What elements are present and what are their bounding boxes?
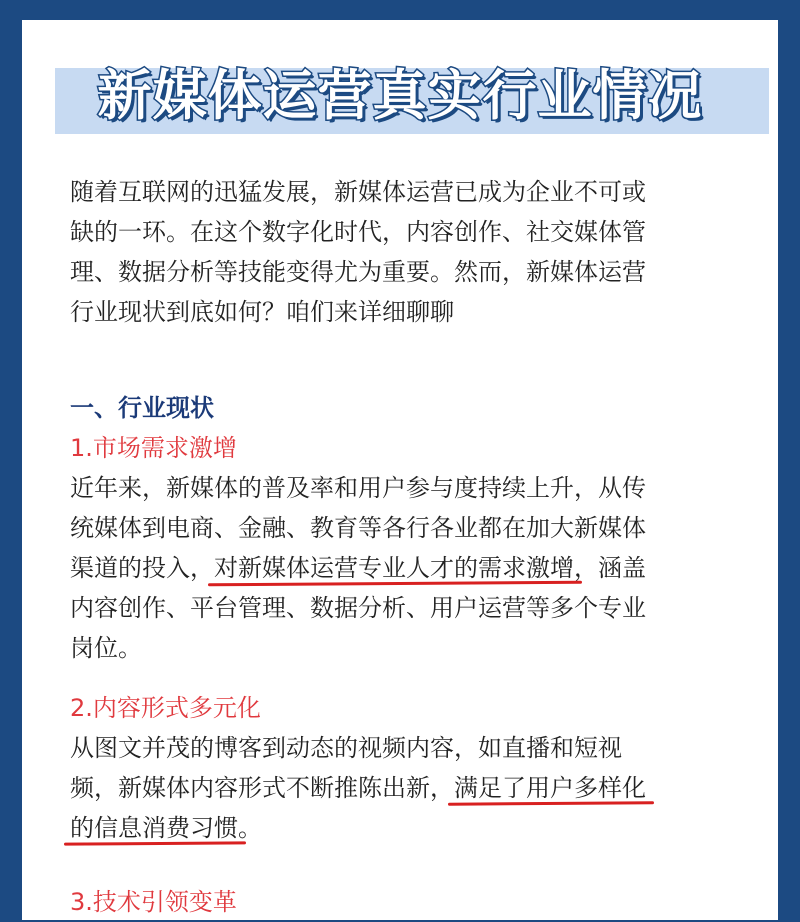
intro-line: 缺的一环。在这个数字化时代，内容创作、社交媒体管 (70, 218, 646, 246)
subsection-title-1: 1.市场需求激增 (70, 434, 237, 462)
subsection-2-paragraph (70, 728, 734, 848)
paragraph-line (70, 548, 734, 588)
text-run: 渠道的投入， (70, 554, 214, 582)
paragraph-line (70, 808, 734, 848)
section-heading: 一、行业现状 (70, 394, 214, 422)
paragraph-line: 近年来，新媒体的普及率和用户参与度持续上升，从传 (70, 474, 646, 502)
paragraph-line: 统媒体到电商、金融、教育等各行各业都在加大新媒体 (70, 514, 646, 542)
text-run: 。 (238, 814, 262, 842)
intro-line: 随着互联网的迅猛发展，新媒体运营已成为企业不可或 (70, 178, 646, 206)
paragraph-line: 岗位。 (70, 634, 142, 662)
text-run: ，涵盖 (574, 554, 646, 582)
subsection-title-3: 3.技术引领变革 (70, 888, 237, 916)
content-card (22, 20, 778, 920)
paragraph-line: 内容创作、平台管理、数据分析、用户运营等多个专业 (70, 594, 646, 622)
underlined-highlight: 的信息消费习惯 (70, 814, 238, 842)
page-title: 新媒体运营真实行业情况 (97, 64, 703, 127)
intro-line: 行业现状到底如何？咱们来详细聊聊 (70, 298, 454, 326)
text-run: 频，新媒体内容形式不断推陈出新， (70, 774, 454, 802)
intro-line: 理、数据分析等技能变得尤为重要。然而，新媒体运营 (70, 258, 646, 286)
underlined-highlight: 对新媒体运营专业人才的需求激增 (214, 554, 574, 582)
subsection-title-2: 2.内容形式多元化 (70, 694, 261, 722)
intro-paragraph (70, 172, 734, 332)
paragraph-line: 从图文并茂的博客到动态的视频内容，如直播和短视 (70, 734, 622, 762)
subsection-1-paragraph (70, 468, 734, 668)
underlined-highlight: 满足了用户多样化 (454, 774, 646, 802)
paragraph-line (70, 768, 734, 808)
